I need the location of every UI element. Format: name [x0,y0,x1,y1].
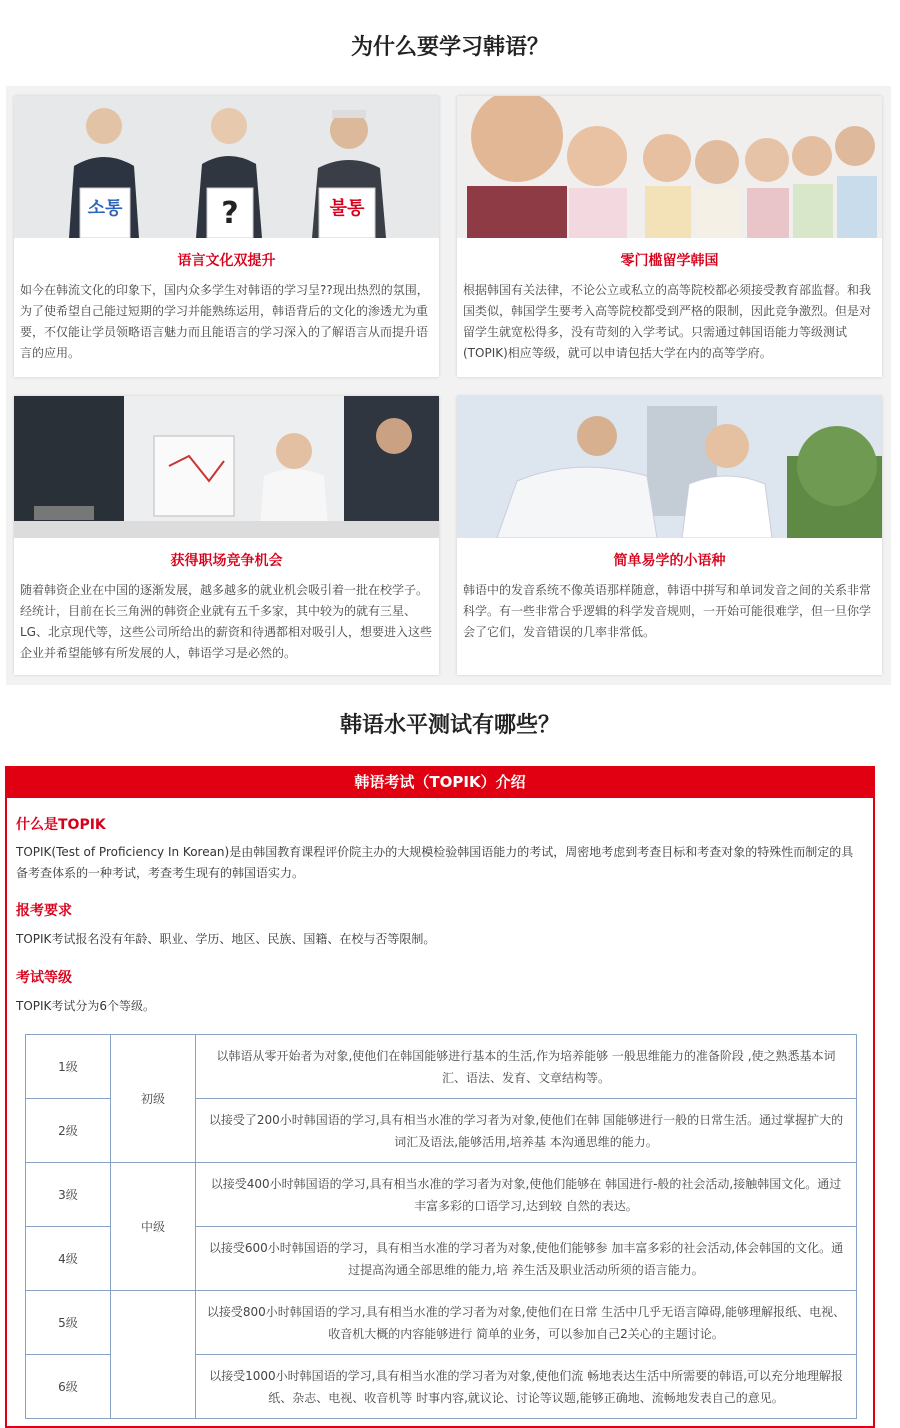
what-is-topik-text: TOPIK(Test of Proficiency In Korean)是由韩国教育课程评价院主办的大规模检验韩国语能力的考试，周密地考虑到考查目标和考查对象的特殊性而制定的具备考查体系的一种考试，考查考生现有的韩国语实力。 [16,845,854,880]
card-career [14,396,439,675]
level-description: 以韩语从零开始者为对象,使他们在韩国能够进行基本的生活,作为培养能够 一般思维能力的准备阶段 ,使之熟悉基本词汇、语法、发育、文章结构等。 [196,1035,857,1099]
what-is-topik-heading: 什么是TOPIK [16,817,106,833]
why-section-title: 为什么要学习韩语？ [350,35,549,60]
table-row [26,1291,857,1355]
level-cell: 4级 [26,1227,111,1291]
levels-table [25,1034,857,1419]
level-description: 以接受600小时韩国语的学习，具有相当水准的学习者为对象,使他们能够参 加丰富多彩的社会活动,体会韩国的文化。通过提高沟通全部思维的能力,培 养生活及职业活动所须的语言能力。 [196,1227,857,1291]
level-cell: 6级 [26,1355,111,1419]
levels-heading: 考试等级 [16,970,72,986]
requirements-heading: 报考要求 [16,903,72,919]
card-easy-language-image [457,396,882,538]
sign-left-text: 소통 [87,198,123,219]
card-career-title: 获得职场竞争机会 [170,553,283,569]
requirements-text: TOPIK考试报名没有年龄、职业、学历、地区、民族、国籍、在校与否等限制。 [16,932,436,946]
group-cell-intermediate: 中级 [111,1163,196,1291]
level-cell: 2级 [26,1099,111,1163]
card-study-abroad [457,96,882,377]
group-cell-beginner: 初级 [111,1035,196,1163]
group-cell-advanced [111,1291,196,1419]
card-culture-image [14,96,439,238]
level-description: 以接受400小时韩国语的学习,具有相当水准的学习者为对象,使他们能够在 韩国进行-般的社会活动,接触韩国文化。通过丰富多彩的口语学习,达到较 自然的表达。 [196,1163,857,1227]
level-cell: 5级 [26,1291,111,1355]
table-row [26,1163,857,1227]
sign-right-text: 불통 [329,198,365,219]
topik-intro-box [5,766,875,1428]
level-description: 以接受800小时韩国语的学习,具有相当水准的学习者为对象,使他们在日常 生活中几乎无语言障碍,能够理解报纸、电视、收音机大概的内容能够进行 简单的业务，可以参加自己2关心的主题讨论。 [196,1291,857,1355]
sign-middle-text: ? [221,196,239,231]
card-career-text: 随着韩资企业在中国的逐渐发展，越多越多的就业机会吸引着一批在校学子。经统计，目前在长三角洲的韩资企业就有五千多家，其中较为的就有三星、LG、北京现代等，这些公司所给出的薪资和待遇都相对吸引人，想要进入这些企业并希望能够有所发展的人，韩语学习是必然的。 [20,583,432,660]
card-easy-language-text: 韩语中的发音系统不像英语那样随意，韩语中拼写和单词发音之间的关系非常科学。有一些非常合乎逻辑的科学发音规则，一开始可能很难学，但一旦你学会了它们，发音错误的几率非常低。 [463,583,872,639]
test-section-title: 韩语水平测试有哪些？ [339,713,560,738]
card-study-abroad-text: 根据韩国有关法律，不论公立或私立的高等院校都必须接受教育部监督。和我国类似，韩国学生要考入高等院校都受到严格的限制，因此竞争激烈。但是对留学生就宽松得多，没有苛刻的入学考试。只需通过韩国语能力等级测试(TOPIK)相应等级，就可以申请包括大学在内的高等学府。 [463,283,872,360]
level-description: 以接受了200小时韩国语的学习,具有相当水准的学习者为对象,使他们在韩 国能够进行一般的日常生活。通过掌握扩大的词汇及语法,能够活用,培养基 本沟通思维的能力。 [196,1099,857,1163]
card-study-abroad-image [457,96,882,238]
why-cards-grid [6,86,891,685]
card-culture-title: 语言文化双提升 [177,253,276,269]
topik-intro-header: 韩语考试（TOPIK）介绍 [7,766,873,798]
card-easy-language [457,396,882,675]
card-study-abroad-title: 零门槛留学韩国 [620,253,719,269]
card-easy-language-title: 简单易学的小语种 [613,553,726,569]
card-culture-text: 如今在韩流文化的印象下，国内众多学生对韩语的学习呈??现出热烈的氛围，为了使希望自己能过短期的学习并能熟练运用，韩语背后的文化的渗透尤为重要，不仅能让学员领略语言魅力而且能语言的学习深入的了解语言从而提升语言的应用。 [20,283,429,360]
card-career-image [14,396,439,538]
table-row [26,1035,857,1099]
level-cell: 3级 [26,1163,111,1227]
level-description: 以接受1000小时韩国语的学习,具有相当水准的学习者为对象,使他们流 畅地表达生活中所需要的韩语,可以充分地理解报纸、杂志、电视、收音机等 时事内容,就议论、讨论等议题,能够正确地、流畅地发表自己的意见。 [196,1355,857,1419]
card-culture [14,96,439,377]
levels-text: TOPIK考试分为6个等级。 [16,999,156,1013]
level-cell: 1级 [26,1035,111,1099]
